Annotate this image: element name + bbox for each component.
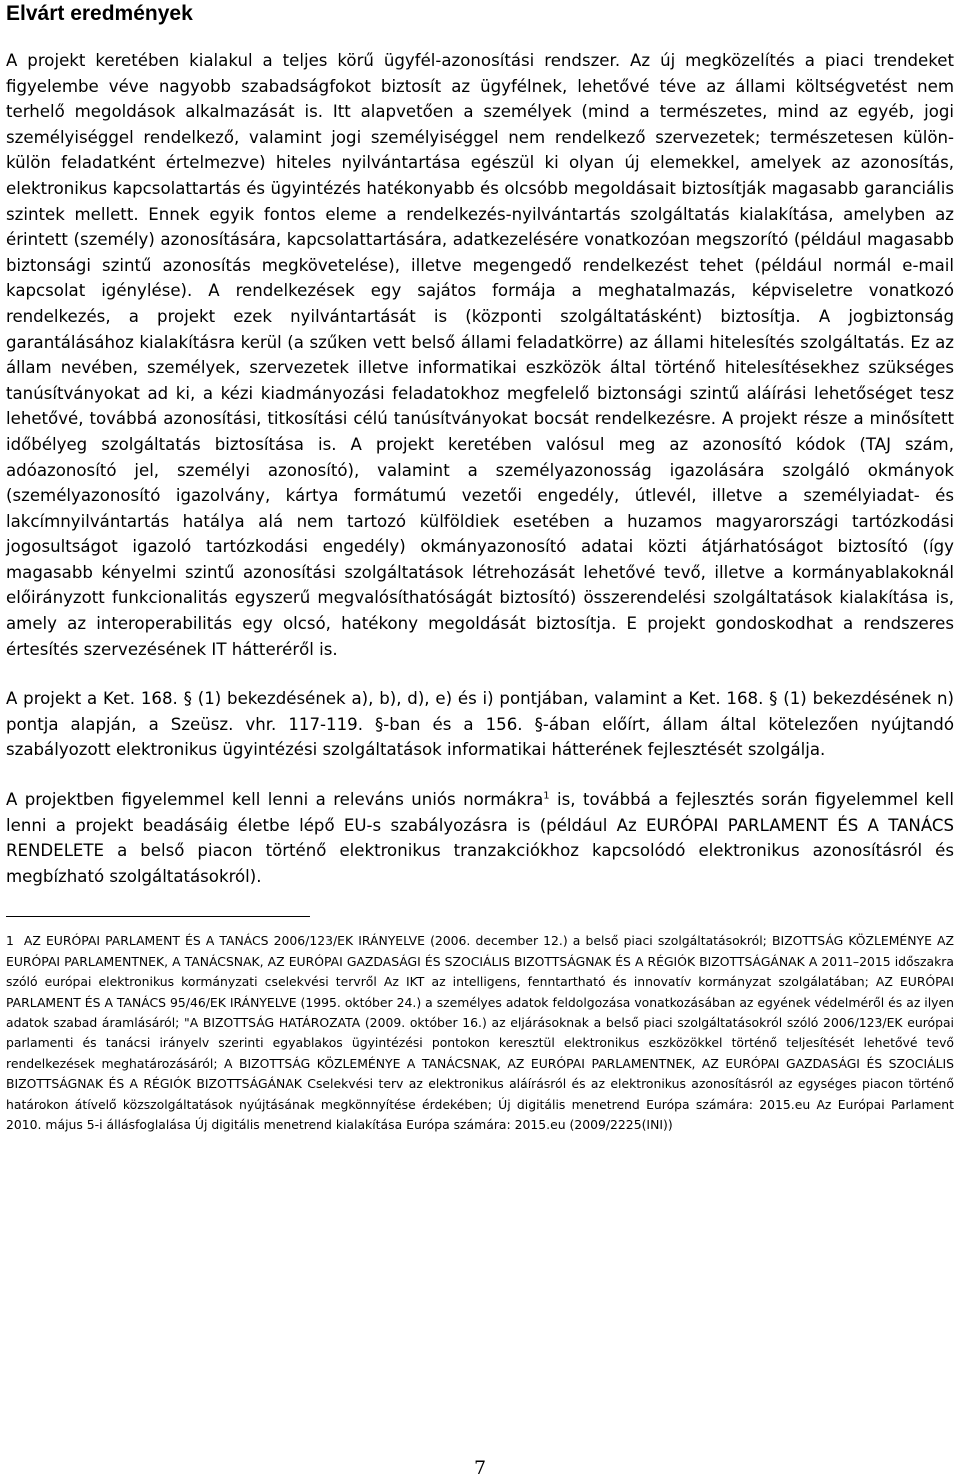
footnote-text: AZ EURÓPAI PARLAMENT ÉS A TANÁCS 2006/123/EK IRÁNYELVE (2006. december 12.) a belső piaci szolgáltatásokról; BIZOTTSÁG KÖZLEMÉNYE AZ EURÓPAI PARLAMENTNEK, A TANÁCSNAK, AZ EURÓPAI GAZDASÁGI ÉS SZOCIÁLIS BIZOTTSÁGNAK ÉS A RÉGIÓK BIZOTTSÁGÁNAK A 2011–2015 időszakra szóló európai elektronikus kormányzati cselekvési tervről Az IKT az intelligens, fenntartható és innovatív kormányzat szolgálatában; AZ EURÓPAI PARLAMENT ÉS A TANÁCS 95/46/EK IRÁNYELVE (1995. október 24.) a személyes adatok feldolgozása vonatkozásában az egyének védelméről és az ilyen adatok szabad áramlásáról; "A BIZOTTSÁG HATÁROZATA (2009. október 16.) az eljárásoknak a belső piaci szolgáltatásokról szóló 2006/123/EK európai parlamenti és tanácsi irányelv szerinti egyablakos ügyintézési pontokon keresztül elektronikus eszközökkel történő teljesítését lehetővé tevő rendelkezések meghatározásáról; A BIZOTTSÁG KÖZLEMÉNYE A TANÁCSNAK, AZ EURÓPAI PARLAMENTNEK, AZ EURÓPAI GAZDASÁGI ÉS SZOCIÁLIS BIZOTTSÁGNAK ÉS A RÉGIÓK BIZOTTSÁGÁNAK Cselekvési terv az elektronikus aláírásról és az elektronikus azonosításról az egységes piacon történő határokon átívelő közszolgáltatások nyújtásának megkönnyítése érdekében; Új digitális menetrend Európa számára: 2015.eu Az Európai Parlament 2010. május 5-i állásfoglalása Új digitális menetrend kialakítása Európa számára: 2015.eu (2009/2225(INI))	[6, 933, 954, 1133]
body-paragraph-legal-basis: A projekt a Ket. 168. § (1) bekezdésének a), b), d), e) és i) pontjában, valamint a Ket. 168. § (1) bekezdésének n) pontja alapján, a Szeüsz. vhr. 117-119. §-ban és a 156. §-ában előírt, állam által kötelezően nyújtandó szabályozott elektronikus ügyintézési szolgáltatások informatikai hátterének fejlesztését szolgálja.	[6, 689, 954, 760]
page-number: 7	[473, 1457, 487, 1479]
body-paragraph-eu-norms	[6, 787, 954, 889]
eu-norms-text-end: is, továbbá a fejlesztés során figyelemmel kell lenni a projekt beadásáig életbe lépő EU-s szabályozásra is (például Az EURÓPAI PARLAMENT ÉS A TANÁCS RENDELETE a belső piacon történő elektronikus tranzakciókhoz kapcsolódó elektronikus azonosításról és megbízható szolgáltatásokról).	[6, 790, 954, 886]
document-page	[6, 0, 954, 1135]
footnote	[6, 931, 954, 1135]
footnote-separator	[6, 916, 310, 917]
footnote-mark: 1	[6, 933, 14, 949]
footnote-reference[interactable]: 1	[543, 790, 550, 802]
eu-norms-text-start: A projektben figyelemmel kell lenni a releváns uniós normákra	[6, 790, 544, 810]
section-heading: Elvárt eredmények	[6, 2, 193, 25]
body-paragraph-expected-results: A projekt keretében kialakul a teljes körű ügyfél-azonosítási rendszer. Az új megközelítés a piaci trendeket figyelembe véve nagyobb szabadságfokot biztosít az ügyfélnek, lehetővé téve az állami költségvetést nem terhelő megoldások alkalmazását is. Itt alapvetően a személyek (mind a természetes, mind az egyéb, jogi személyiséggel rendelkező, valamint jogi személyiséggel nem rendelkező szervezetek; természetesen külön-külön feladatként értelmezve) hiteles nyilvántartása egészül ki olyan új elemekkel, amelyek az azonosítás, elektronikus kapcsolattartás és ügyintézés hatékonyabb és olcsóbb megoldásait biztosítják magasabb garanciális szintek mellett. Ennek egyik fontos eleme a rendelkezés-nyilvántartás szolgáltatás kialakítása, amelyben az érintett (személy) azonosítására, kapcsolattartására, adatkezelésére vonatkozóan megszorító (például magasabb biztonsági szintű azonosítás megkövetelése), illetve megengedő rendelkezést tehet (például normál e-mail kapcsolat igénylése). A rendelkezések egy sajátos formája a meghatalmazás, képviseletre vonatkozó rendelkezés, a projekt ezek nyilvántartását is (központi szolgáltatásként) biztosítja. A jogbiztonság garantálásához kialakításra kerül (a szűken vett belső állami feladatkörre) az állami hitelesítés szolgáltatás. Ez az állam nevében, személyek, szervezetek illetve informatikai eszközök által történő hitelesítésekhez szükséges tanúsítványokat ad ki, a kézi kiadmányozási feladatokhoz megfelelő biztonsági szintű aláírási lehetőséget tesz lehetővé, továbbá azonosítási, titkosítási célú tanúsítványokat bocsát rendelkezésre. A projekt része a minősített időbélyeg szolgáltatás biztosítása is. A projekt keretében valósul meg az azonosító kódok (TAJ szám, adóazonosító jel, személyi azonosító), valamint a személyazonosság igazolására szolgáló okmányok (személyazonosító igazolvány, kártya formátumú vezetői engedély, útlevél, illetve a személyiadat- és lakcímnyilvántartás hatálya alá nem tartozó külföldiek esetében a huzamos magyarországi tartózkodási jogosultságot igazoló tartózkodási engedély) okmányazonosító adatai közti átjárhatóságot biztosító (így magasabb kényelmi szintű azonosítási szolgáltatások létrehozását lehetővé tevő, illetve a kormányablakoknál előirányzott funkcionalitás egyszerű megvalósíthatóságát biztosító) összerendelési szolgáltatások kialakítása is, amely az interoperabilitás egy olcsó, hatékony megoldását biztosítja. E projekt gondoskodhat a rendszeres értesítés szervezésének IT hátteréről is.	[6, 51, 954, 659]
